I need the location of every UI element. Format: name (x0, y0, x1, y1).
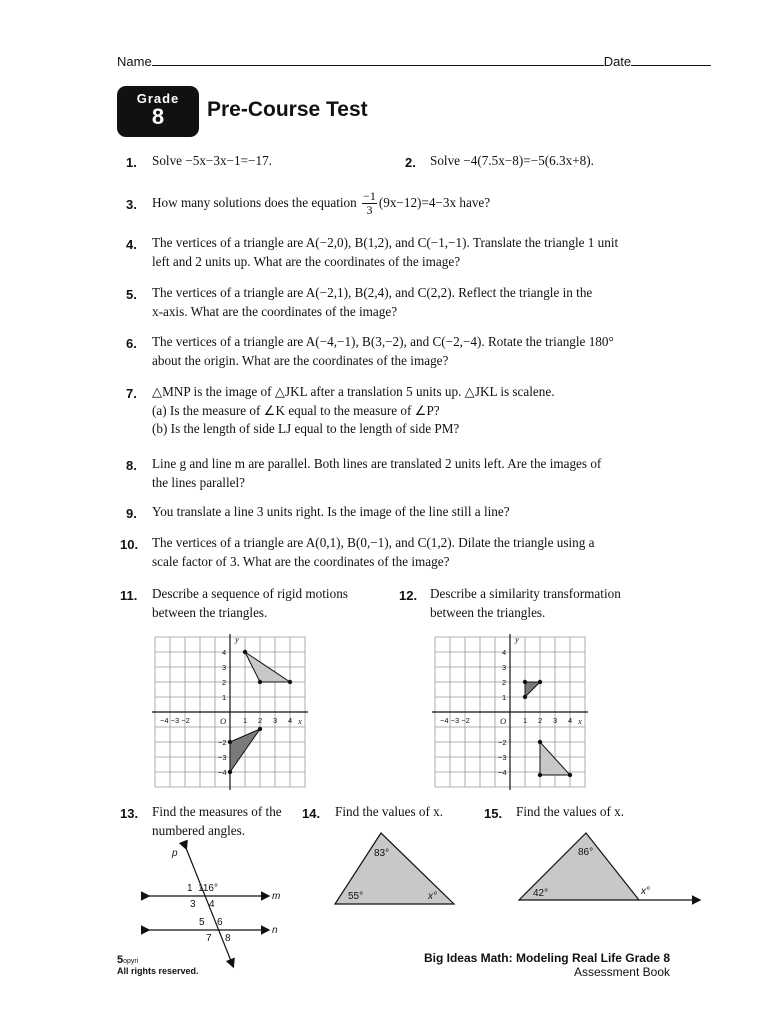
y-tick-2: 2 (222, 678, 227, 687)
q9-number: 9. (126, 506, 137, 521)
angle-4: 4 (209, 899, 215, 910)
q12-graph (430, 632, 590, 792)
q11-number: 11. (120, 588, 138, 603)
q2-text: Solve −4(7.5x−8)=−5(6.3x+8). (430, 153, 594, 168)
q13-figure (140, 840, 300, 970)
q15-left-angle: 42° (533, 888, 549, 899)
page-title: Pre-Course Test (207, 98, 368, 121)
q9-text: You translate a line 3 units right. Is the image of the line still a line? (152, 504, 510, 519)
q7-text (152, 383, 672, 439)
q5-text: The vertices of a triangle are A(−2,1), B(2,4), and C(2,2). Reflect the triangle in the x-axis. What are the coordinates of the image? (152, 285, 593, 319)
q1-text: Solve −5x−3x−1=−17. (152, 153, 272, 168)
grade-number: 8 (151, 104, 165, 129)
q15-figure (515, 830, 705, 910)
q12-number: 12. (399, 588, 418, 603)
q7-number: 7. (126, 386, 137, 401)
axes (432, 634, 588, 790)
q14-left-angle: 55° (348, 891, 364, 902)
y-tick-1: 1 (222, 693, 227, 702)
angle-116: 116° (198, 883, 218, 894)
y-tick-neg2: −2 (498, 738, 507, 747)
y-tick-4: 4 (502, 648, 507, 657)
x-axis-label: x (298, 716, 302, 726)
q14-right-angle: x° (428, 891, 437, 902)
x-tick-3: 3 (273, 716, 278, 725)
q3-frac-num: −1 (363, 189, 376, 204)
date-field[interactable] (631, 54, 711, 66)
y-tick-2: 2 (502, 678, 507, 687)
q11-text: Describe a sequence of rigid motions between the triangles. (152, 586, 348, 620)
y-tick-3: 3 (222, 663, 227, 672)
x-tick-4: 4 (288, 716, 293, 725)
y-tick-neg3: −3 (498, 753, 507, 762)
book-subtitle: Assessment Book (573, 965, 670, 979)
x-tick-4: 4 (568, 716, 573, 725)
angle-7: 7 (206, 933, 212, 944)
q15-exterior-angle: x° (641, 886, 650, 897)
y-tick-3: 3 (502, 663, 507, 672)
copyright-fragment: opyri (123, 958, 139, 965)
q10-text: The vertices of a triangle are A(0,1), B(0,−1), and C(1,2). Dilate the triangle using a scale factor of 3. What are the coordinates of the image? (152, 535, 595, 569)
y-tick-4: 4 (222, 648, 227, 657)
name-field[interactable] (152, 54, 604, 66)
y-tick-1: 1 (502, 693, 507, 702)
x-tick-2: 2 (258, 716, 263, 725)
q13-number: 13. (120, 806, 139, 821)
x-tick-3: 3 (553, 716, 558, 725)
x-axis-label: x (578, 716, 582, 726)
q1-number: 1. (126, 155, 137, 170)
small-triangle (525, 682, 540, 697)
neg-x-ticks: −4 −3 −2 (440, 716, 470, 725)
q7-line3: (b) Is the length of side LJ equal to the length of side PM? (152, 421, 460, 436)
q15-text: Find the values of x. (516, 804, 625, 819)
date-label: Date (603, 54, 632, 69)
q12-text: Describe a similarity transformation between the triangles. (430, 586, 621, 620)
q3-fraction (362, 190, 377, 217)
q10-number: 10. (120, 537, 139, 552)
label-n: n (272, 925, 278, 936)
book-title: Big Ideas Math: Modeling Real Life Grade 8 (423, 951, 670, 965)
q5-number: 5. (126, 287, 137, 302)
q15-top-angle: 86° (578, 847, 594, 858)
q6-text: The vertices of a triangle are A(−4,−1), B(3,−2), and C(−2,−4). Rotate the triangle 180° about the origin. What are the coordinates of the image? (152, 334, 614, 368)
q7-line2: (a) Is the measure of ∠K equal to the measure of ∠P? (152, 402, 440, 418)
q4-number: 4. (126, 237, 137, 252)
q3-text (152, 185, 490, 221)
q3-number: 3. (126, 197, 137, 212)
q13-text: Find the measures of the numbered angles. (152, 804, 282, 838)
q8-number: 8. (126, 458, 137, 473)
q3-text-before: How many solutions does the equation (152, 195, 357, 210)
name-date-line (117, 54, 717, 69)
y-axis-label: y (515, 634, 519, 644)
q4-text: The vertices of a triangle are A(−2,0), B(1,2), and C(−1,−1). Translate the triangle 1 unit left and 2 units up. What are the coordinates of the image? (152, 235, 619, 269)
grade-badge (117, 86, 199, 137)
angle-8: 8 (225, 933, 231, 944)
page-number: 5 (117, 954, 124, 966)
q14-text: Find the values of x. (335, 804, 444, 819)
grade-word: Grade (136, 91, 180, 106)
q8-text: Line g and line m are parallel. Both lines are translated 2 units left. Are the images of the lines parallel? (152, 456, 602, 490)
q6-number: 6. (126, 336, 137, 351)
q14-top-angle: 83° (374, 848, 390, 859)
q2-number: 2. (405, 155, 416, 170)
footer-left (117, 954, 199, 976)
angle-5: 5 (199, 917, 205, 928)
q7-line1: △MNP is the image of △JKL after a translation 5 units up. △JKL is scalene. (152, 384, 555, 399)
q3-frac-den: 3 (366, 203, 373, 218)
y-axis-label: y (235, 634, 239, 644)
angle-6: 6 (217, 917, 223, 928)
rights-text: All rights reserved. (117, 966, 199, 976)
label-p: p (172, 848, 178, 859)
origin-label: O (220, 716, 227, 726)
q14-figure (330, 830, 460, 910)
x-tick-2: 2 (538, 716, 543, 725)
name-label: Name (117, 54, 152, 69)
q14-number: 14. (302, 806, 321, 821)
q3-text-after: (9x−12)=4−3x have? (378, 195, 491, 210)
angle-3: 3 (190, 899, 196, 910)
y-tick-neg2: −2 (218, 738, 227, 747)
y-tick-neg4: −4 (498, 768, 507, 777)
y-tick-neg3: −3 (218, 753, 227, 762)
angle-1: 1 (187, 883, 193, 894)
y-tick-neg4: −4 (218, 768, 227, 777)
q15-number: 15. (484, 806, 503, 821)
x-tick-1: 1 (523, 716, 528, 725)
neg-x-ticks: −4 −3 −2 (160, 716, 190, 725)
origin-label: O (500, 716, 507, 726)
footer-right (360, 951, 670, 979)
x-tick-1: 1 (243, 716, 248, 725)
q11-graph (150, 632, 310, 792)
label-m: m (272, 891, 281, 902)
